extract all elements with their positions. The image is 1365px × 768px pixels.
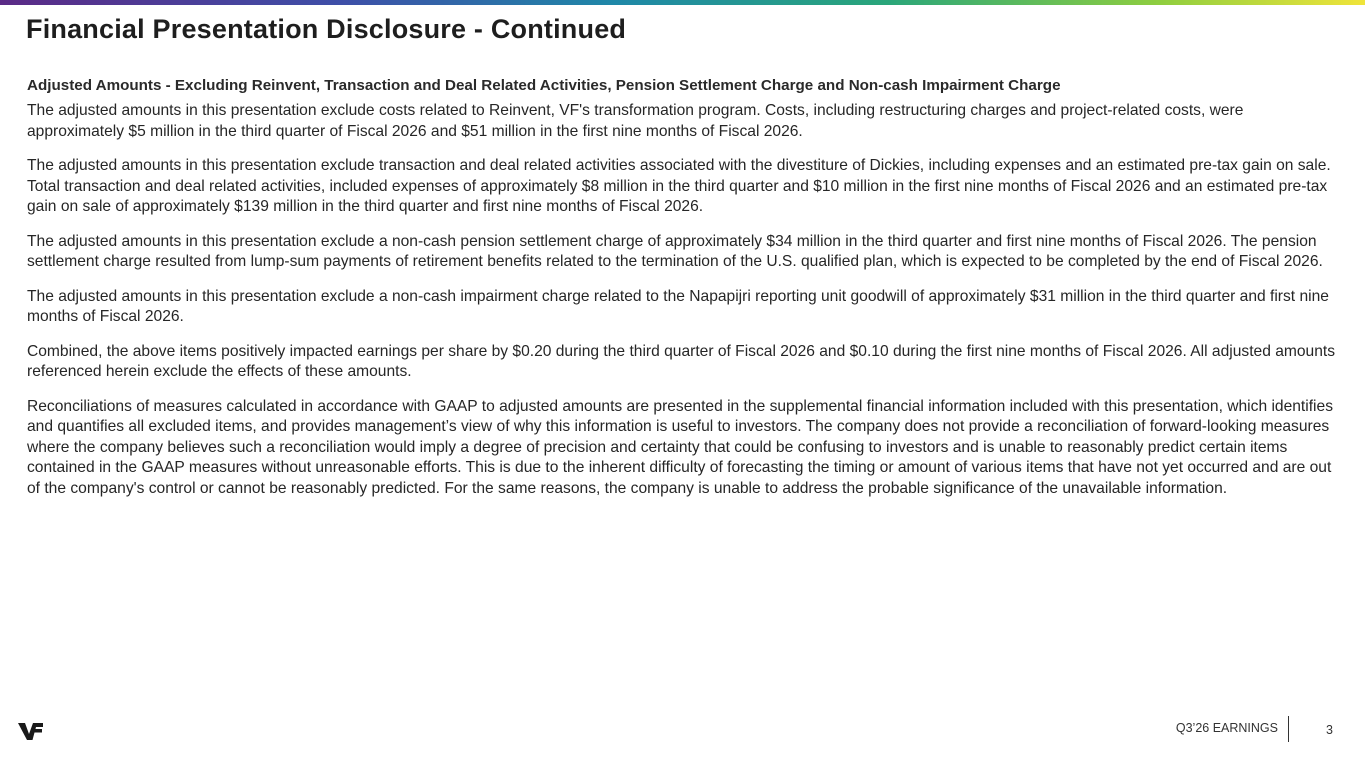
page-title: Financial Presentation Disclosure - Continued <box>26 14 627 44</box>
paragraph-gaap-reconciliation: Reconciliations of measures calculated in accordance with GAAP to adjusted amounts are presented in the supplemental financial information included with this presentation, which identifies and quantifies all excluded items, and provides management’s view of why this information is useful to investors. The company does not provide a reconciliation of forward-looking measures where the company believes such a reconciliation would imply a degree of precision and certainty that could be confusing to investors and is unable to reasonably predict certain items contained in the GAAP measures without unreasonable efforts. This is due to the inherent difficulty of forecasting the timing or amount of various items that have not yet occurred and are out of the company's control or cannot be reasonably predicted. For the same reasons, the company is unable to address the probable significance of the unavailable information. <box>27 397 1333 497</box>
accent-gradient-bar <box>0 0 1365 5</box>
paragraph-reinvent-costs: The adjusted amounts in this presentation exclude costs related to Reinvent, VF's transformation program. Costs, including restructuring charges and project-related costs, were approximately $5 million in the third quarter of Fiscal 2026 and $51 million in the first nine months of Fiscal 2026. <box>27 102 1244 140</box>
footer-divider <box>1288 716 1289 742</box>
footer-earnings-label: Q3’26 EARNINGS <box>1175 721 1278 735</box>
paragraph-pension-settlement: The adjusted amounts in this presentation exclude a non-cash pension settlement charge of approximately $34 million in the third quarter and first nine months of Fiscal 2026. The pension settlement charge resulted from lump-sum payments of retirement benefits related to the termination of the U.S. qualified plan, which is expected to be completed by the end of Fiscal 2026. <box>27 232 1323 270</box>
paragraph-eps-impact: Combined, the above items positively impacted earnings per share by $0.20 during the third quarter of Fiscal 2026 and $0.10 during the first nine months of Fiscal 2026. All adjusted amounts referenced herein exclude the effects of these amounts. <box>27 342 1336 380</box>
paragraph-dickies-divestiture: The adjusted amounts in this presentation exclude transaction and deal related activities associated with the divestiture of Dickies, including expenses and an estimated pre-tax gain on sale. Total transaction and deal related activities, included expenses of approximately $8 million in the third quarter and $10 million in the first nine months of Fiscal 2026 and an estimated pre-tax gain on sale of approximately $139 million in the third quarter and first nine months of Fiscal 2026. <box>27 157 1331 215</box>
page-number: 3 <box>1326 723 1333 737</box>
paragraph-impairment-charge: The adjusted amounts in this presentation exclude a non-cash impairment charge related to the Napapijri reporting unit goodwill of approximately $31 million in the third quarter and first nine months of Fiscal 2026. <box>27 287 1329 325</box>
disclosure-body <box>27 76 1339 513</box>
section-heading: Adjusted Amounts - Excluding Reinvent, Transaction and Deal Related Activities, Pension Settlement Charge and Non-cash Impairment Charge <box>27 77 1061 94</box>
vf-logo-icon <box>17 719 45 743</box>
